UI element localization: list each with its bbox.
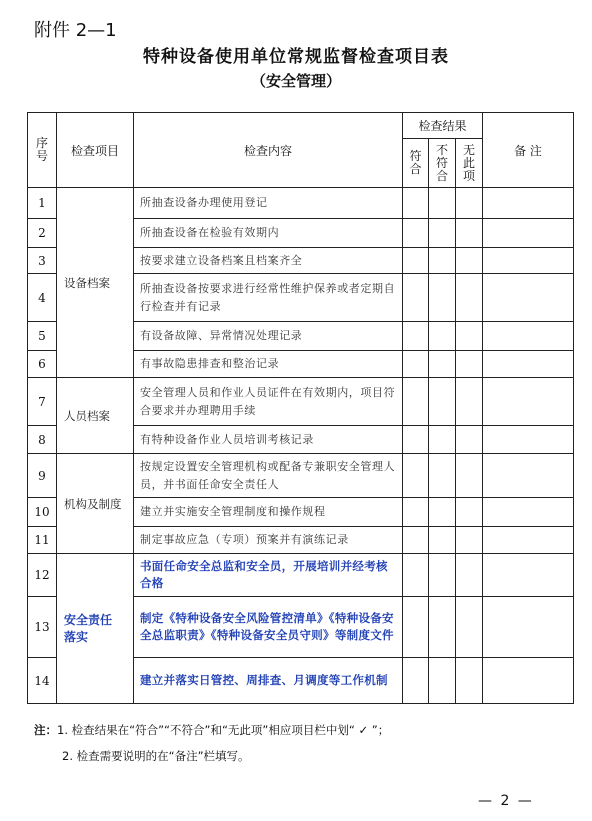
header-conform-text: 符合 — [409, 149, 422, 176]
header-conform — [403, 139, 429, 188]
row-content: 有特种设备作业人员培训考核记录 — [134, 426, 403, 454]
header-nonconform-text: 不符合 — [435, 142, 448, 183]
check-conform[interactable] — [403, 274, 429, 322]
check-nonconform[interactable] — [429, 351, 456, 378]
check-nonconform[interactable] — [429, 454, 456, 498]
note-line-2: 2. 检查需要说明的在“备注”栏填写。 — [62, 749, 250, 763]
row-number: 7 — [28, 378, 57, 426]
check-nonconform[interactable] — [429, 248, 456, 274]
row-number: 3 — [28, 248, 57, 274]
header-result: 检查结果 — [403, 113, 483, 139]
row-content: 书面任命安全总监和安全员，开展培训并经考核合格 — [134, 554, 403, 597]
category-institution: 机构及制度 — [57, 454, 134, 554]
row-number: 9 — [28, 454, 57, 498]
remark-cell[interactable] — [483, 554, 574, 597]
check-nonconform[interactable] — [429, 554, 456, 597]
check-nonconform[interactable] — [429, 498, 456, 527]
check-na[interactable] — [456, 322, 483, 351]
check-nonconform[interactable] — [429, 219, 456, 248]
check-na[interactable] — [456, 597, 483, 658]
check-na[interactable] — [456, 351, 483, 378]
table-row — [28, 378, 574, 426]
check-conform[interactable] — [403, 188, 429, 219]
remark-cell[interactable] — [483, 426, 574, 454]
row-number: 1 — [28, 188, 57, 219]
check-na[interactable] — [456, 426, 483, 454]
check-na[interactable] — [456, 658, 483, 704]
row-content: 建立并实施安全管理制度和操作规程 — [134, 498, 403, 527]
check-conform[interactable] — [403, 248, 429, 274]
row-number: 8 — [28, 426, 57, 454]
check-na[interactable] — [456, 554, 483, 597]
note-lead: 注： — [34, 723, 57, 737]
remark-cell[interactable] — [483, 378, 574, 426]
document-title: 特种设备使用单位常规监督检查项目表 — [143, 47, 449, 67]
header-remark: 备 注 — [483, 113, 574, 188]
remark-cell[interactable] — [483, 219, 574, 248]
remark-cell[interactable] — [483, 527, 574, 554]
check-nonconform[interactable] — [429, 274, 456, 322]
remark-cell[interactable] — [483, 248, 574, 274]
header-na — [456, 139, 483, 188]
header-item: 检查项目 — [57, 113, 134, 188]
check-conform[interactable] — [403, 219, 429, 248]
row-number: 6 — [28, 351, 57, 378]
row-number: 13 — [28, 597, 57, 658]
header-row — [28, 113, 574, 139]
check-nonconform[interactable] — [429, 322, 456, 351]
check-conform[interactable] — [403, 454, 429, 498]
remark-cell[interactable] — [483, 322, 574, 351]
check-na[interactable] — [456, 454, 483, 498]
table-row — [28, 188, 574, 219]
row-number: 5 — [28, 322, 57, 351]
row-content: 所抽查设备按要求进行经常性维护保养或者定期自行检查并有记录 — [134, 274, 403, 322]
row-number: 2 — [28, 219, 57, 248]
header-seq-text: 序号 — [35, 136, 48, 163]
remark-cell[interactable] — [483, 658, 574, 704]
check-na[interactable] — [456, 378, 483, 426]
row-number: 4 — [28, 274, 57, 322]
row-number: 14 — [28, 658, 57, 704]
header-nonconform — [429, 139, 456, 188]
row-content: 所抽查设备在检验有效期内 — [134, 219, 403, 248]
check-conform[interactable] — [403, 426, 429, 454]
remark-cell[interactable] — [483, 351, 574, 378]
check-nonconform[interactable] — [429, 426, 456, 454]
check-conform[interactable] — [403, 378, 429, 426]
row-content: 安全管理人员和作业人员证件在有效期内，项目符合要求并办理聘用手续 — [134, 378, 403, 426]
check-conform[interactable] — [403, 498, 429, 527]
table-row — [28, 554, 574, 597]
row-number: 10 — [28, 498, 57, 527]
check-nonconform[interactable] — [429, 188, 456, 219]
check-conform[interactable] — [403, 322, 429, 351]
remark-cell[interactable] — [483, 274, 574, 322]
row-content: 有事故隐患排查和整治记录 — [134, 351, 403, 378]
check-conform[interactable] — [403, 658, 429, 704]
row-content: 按要求建立设备档案且档案齐全 — [134, 248, 403, 274]
document-subtitle: （安全管理） — [250, 72, 341, 90]
annex-label: 附件 2—1 — [34, 20, 117, 41]
remark-cell[interactable] — [483, 597, 574, 658]
remark-cell[interactable] — [483, 188, 574, 219]
check-nonconform[interactable] — [429, 378, 456, 426]
row-content: 按规定设置安全管理机构或配备专兼职安全管理人员，并书面任命安全责任人 — [134, 454, 403, 498]
table-row — [28, 454, 574, 498]
header-content: 检查内容 — [134, 113, 403, 188]
row-number: 11 — [28, 527, 57, 554]
check-conform[interactable] — [403, 527, 429, 554]
inspection-table — [27, 112, 574, 704]
check-na[interactable] — [456, 219, 483, 248]
header-na-text: 无此项 — [463, 142, 476, 183]
row-content: 有设备故障、异常情况处理记录 — [134, 322, 403, 351]
header-seq — [28, 113, 57, 188]
category-responsibility — [57, 554, 134, 704]
check-na[interactable] — [456, 274, 483, 322]
category-personnel: 人员档案 — [57, 378, 134, 454]
check-nonconform[interactable] — [429, 597, 456, 658]
check-nonconform[interactable] — [429, 527, 456, 554]
remark-cell[interactable] — [483, 498, 574, 527]
check-na[interactable] — [456, 527, 483, 554]
page-number: — 2 — — [478, 793, 534, 809]
check-conform[interactable] — [403, 351, 429, 378]
row-content: 建立并落实日管控、周排查、月调度等工作机制 — [134, 658, 403, 704]
check-na[interactable] — [456, 188, 483, 219]
check-conform[interactable] — [403, 597, 429, 658]
category-equipment: 设备档案 — [57, 188, 134, 378]
check-conform[interactable] — [403, 554, 429, 597]
note-1-text: 1. 检查结果在“符合”“不符合”和“无此项”相应项目栏中划“ ✓ ”； — [57, 723, 390, 737]
row-content: 所抽查设备办理使用登记 — [134, 188, 403, 219]
row-content: 制定《特种设备安全风险管控清单》《特种设备安全总监职责》《特种设备安全员守则》等制度文件 — [134, 597, 403, 658]
remark-cell[interactable] — [483, 454, 574, 498]
check-na[interactable] — [456, 498, 483, 527]
check-na[interactable] — [456, 248, 483, 274]
check-nonconform[interactable] — [429, 658, 456, 704]
category-responsibility-text: 安全责任落实 — [64, 612, 113, 644]
row-number: 12 — [28, 554, 57, 597]
row-content: 制定事故应急（专项）预案并有演练记录 — [134, 527, 403, 554]
note-line-1 — [34, 722, 389, 738]
